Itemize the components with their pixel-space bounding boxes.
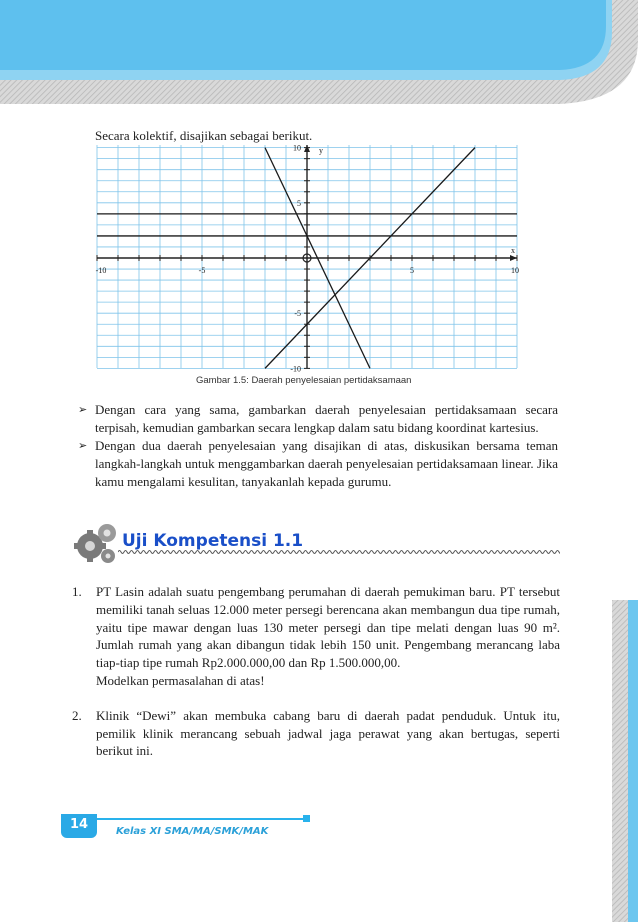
footer-rule xyxy=(65,818,307,820)
title-underline xyxy=(118,548,560,556)
y-tick-label: 5 xyxy=(297,198,301,208)
problem-question: Modelkan permasalahan di atas! xyxy=(96,672,265,688)
list-item xyxy=(78,437,558,491)
list-item xyxy=(78,401,558,437)
book-title: Kelas XI SMA/MA/SMK/MAK xyxy=(116,826,269,837)
problem-number: 1. xyxy=(72,584,82,599)
problem-text: Klinik “Dewi” akan membuka cabang baru di daerah padat penduduk. Untuk itu, pemilik klinik merancang sebuah jadwal jaga perawat yang akan bertugas, seperti berikut ini. xyxy=(96,707,560,759)
gears-icon xyxy=(74,520,120,566)
side-decoration xyxy=(612,600,638,922)
problem-text: PT Lasin adalah suatu pengembang perumahan di daerah pemukiman baru. PT tersebut memiliki tanah seluas 12.000 meter persegi berencana akan membangun dua tipe rumah, yaitu tipe mawar dengan luas 130 meter persegi dan tipe melati dengan luas 90 m². Jumlah rumah yang akan dibangun tidak lebih 150 unit. Pengembang merancang laba tiap-tiap tipe rumah Rp2.000.000,00 dan Rp 1.500.000,00. xyxy=(96,584,560,671)
y-tick-label: 10 xyxy=(293,143,301,153)
bullet-text: Dengan dua daerah penyelesaian yang disajikan di atas, diskusikan bersama teman langkah-langkah untuk menggambarkan daerah penyelesaian pertidaksamaan linear. Jika kamu mengalami kesulitan, tanyakanlah kepada gurumu. xyxy=(95,438,558,489)
intro-text: Secara kolektif, disajikan sebagai berikut. xyxy=(95,128,313,143)
y-axis-arrow xyxy=(304,145,310,152)
y-axis-label: y xyxy=(319,146,323,155)
page-number: 14 xyxy=(61,814,97,838)
figure-caption: Gambar 1.5: Daerah penyelesaian pertidaksamaan xyxy=(196,375,412,386)
x-tick-label: -10 xyxy=(95,266,107,275)
problem-number: 2. xyxy=(72,707,82,723)
y-tick-label: -5 xyxy=(294,309,301,319)
x-axis-label: x xyxy=(511,246,515,255)
x-axis-arrow xyxy=(510,255,517,261)
x-tick-label: 5 xyxy=(410,266,414,275)
list-item xyxy=(72,707,560,760)
arrow-bullet-icon: ➢ xyxy=(78,440,88,452)
bullet-list xyxy=(78,401,558,491)
bullet-text: Dengan cara yang sama, gambarkan daerah penyelesaian pertidaksamaan secara terpisah, kemudian gambarkan secara lengkap dalam satu bidang koordinat kartesius. xyxy=(95,402,558,435)
section-title: Uji Kompetensi 1.1 xyxy=(122,531,304,551)
list-item xyxy=(72,583,560,690)
x-tick-label: 10 xyxy=(511,266,519,275)
y-tick-label: -10 xyxy=(290,364,301,374)
arrow-bullet-icon: ➢ xyxy=(78,404,88,416)
footer-rule-end xyxy=(303,815,310,822)
x-tick-label: -5 xyxy=(198,266,206,275)
problem-list xyxy=(72,583,560,760)
coordinate-chart xyxy=(0,0,638,400)
